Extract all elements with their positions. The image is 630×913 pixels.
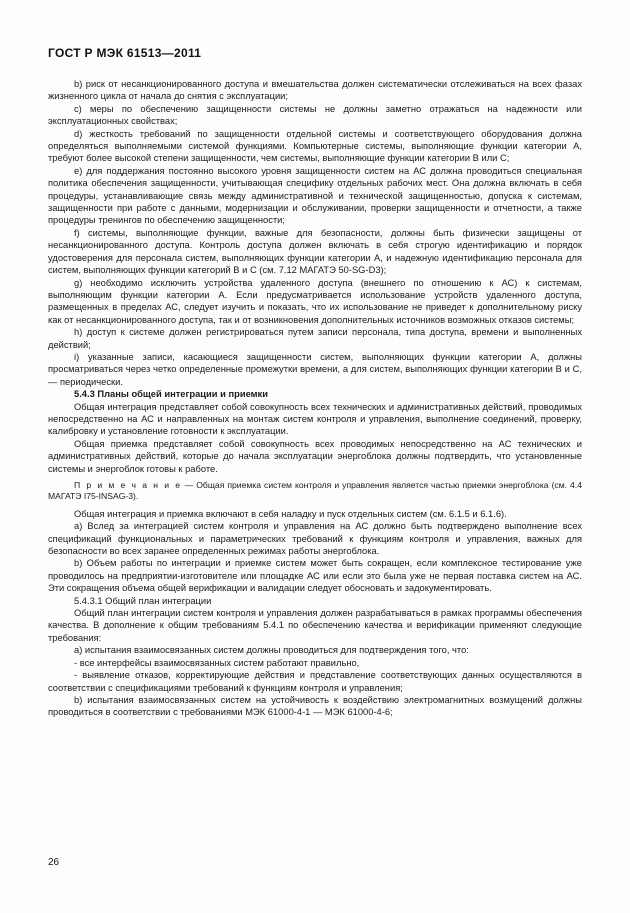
- note-text: — Общая приемка систем контроля и управления является частью приемки энергоблока (см. 4.4 МАГАТЭ I75-INSAG-3).: [48, 480, 582, 502]
- paragraph: Общая интеграция и приемка включают в себя наладку и пуск отдельных систем (см. 6.1.5 и 6.1.6).: [74, 508, 507, 519]
- note-label: П р и м е ч а н и е: [74, 480, 182, 490]
- paragraph: h) доступ к системе должен регистрироваться путем записи персонала, типа доступа, времени и выполненных действий;: [48, 327, 582, 350]
- paragraph: - выявление отказов, корректирующие действия и представление соответствующих данных осуществляются в соответствии с спецификациями требований к функциям контроля и управления;: [48, 670, 582, 693]
- paragraph: e) для поддержания постоянно высокого уровня защищенности систем на АС должна проводиться специальная политика обеспечения защищенности, учитывающая специфику отдельных рабочих мест. Она должна включать в себя процедуры, устанавливающие связь между административной и технической защищенностью, допуска к системам, защищенности при работе с данными, модернизации и обслуживании, проверки защищенности и отчетности, а также процедуры тренингов по обеспечению защищенности;: [48, 165, 582, 226]
- paragraph: a) Вслед за интеграцией систем контроля и управления на АС должно быть подтверждено выполнение всех спецификаций функциональных и параметрических требований к функциям контроля и управления, важных для безопасности во всех заранее определенных режимах работы энергоблока.: [48, 521, 582, 557]
- paragraph: b) риск от несанкционированного доступа и вмешательства должен систематически отслеживаться на всех фазах жизненного цикла от начала до снятия с эксплуатации;: [48, 79, 582, 102]
- paragraph: a) испытания взаимосвязанных систем должны проводиться для подтверждения того, что:: [74, 645, 469, 656]
- paragraph: Общая приемка представляет собой совокупность всех проводимых непосредственно на АС технических и административных действий, которые до начала эксплуатации энергоблока должны подтвердить, что установленные системы и энергоблок готовы к работе.: [48, 438, 582, 474]
- paragraph: Общая интеграция представляет собой совокупность всех технических и административных действий, проводимых непосредственно на АС и направленных на монтаж систем контроля и управления, выполнение соединений, проверку, калибровку и установление готовности к эксплуатации.: [48, 401, 582, 437]
- document-body: [48, 78, 582, 719]
- paragraph: c) меры по обеспечению защищенности системы не должны заметно отражаться на надежности или эксплуатационных свойствах;: [48, 103, 582, 127]
- page-number: 26: [48, 857, 60, 868]
- section-heading-5-4-3: 5.4.3 Планы общей интеграции и приемки: [74, 389, 268, 400]
- paragraph: b) испытания взаимосвязанных систем на устойчивость к воздействию электромагнитных возмущений должны проводиться в соответствии с требованиями МЭК 61000-4-1 — МЭК 61000-4-6;: [48, 694, 582, 718]
- paragraph: - все интерфейсы взаимосвязанных систем работают правильно,: [74, 657, 360, 668]
- paragraph: d) жесткость требований по защищенности отдельной системы и соответствующего оборудования должна определяться выполняемыми системой функциями. Компьютерные системы, выполняющие функции категории А, требуют более высокой степени защищенности, чем системы, выполняющие функции категории В или С;: [48, 128, 582, 164]
- paragraph: i) указанные записи, касающиеся защищенности систем, выполняющих функции категории А, должны просматриваться через четко определенные промежутки времени, а для систем, выполняющих функции категории В и С, — периодически.: [48, 351, 582, 387]
- note: [48, 480, 582, 503]
- paragraph: f) системы, выполняющие функции, важные для безопасности, должны быть физически защищены от несанкционированного доступа. Контроль доступа должен включать в себя строгую идентификацию и порядок удостоверения для персонала систем, выполняющих функции категории А, и надежную идентификацию персонала для систем, выполняющих функции категорий В и С (см. 7.12 МАГАТЭ 50-SG-D3);: [48, 227, 582, 276]
- paragraph: g) необходимо исключить устройства удаленного доступа (внешнего по отношению к АС) к системам, выполняющим функции категории А. Если предусматривается использование устройств удаленного доступа, размещенных в пределах АС, следует изучить и показать, что их использование не приведет к дополнительному риску как от несанкционированного доступа, так и от возникновения дополнительных источников возможных отказов системы;: [48, 277, 582, 325]
- standard-header: ГОСТ Р МЭК 61513—2011: [48, 46, 202, 60]
- paragraph: b) Объем работы по интеграции и приемке систем может быть сокращен, если комплексное тестирование уже проводилось на предприятии-изготовителе или площадке АС или если это была уже не первая поставка систем на АС. Эти сокращения объема общей верификации и валидации следует обосновать и задокументировать.: [48, 558, 582, 594]
- section-heading-5-4-3-1: 5.4.3.1 Общий план интеграции: [74, 595, 212, 606]
- paragraph: Общий план интеграции систем контроля и управления должен разрабатываться в рамках программы обеспечения качества. В дополнение к общим требованиям 5.4.1 по обеспечению качества и верификации применяют следующие требования:: [48, 608, 582, 643]
